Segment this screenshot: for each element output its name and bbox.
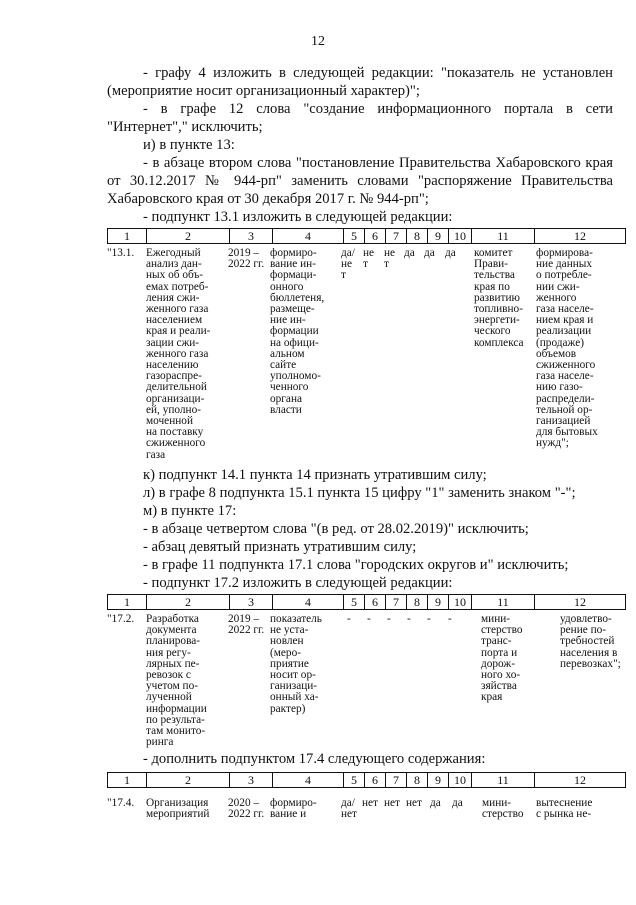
cell-result: удовлетво- рение по- требностей населения в перевозках"; (560, 613, 621, 670)
table-row (107, 613, 621, 754)
col-header: 12 (535, 773, 626, 788)
cell-col6: не т (363, 247, 375, 271)
col-header: 3 (230, 773, 273, 788)
paragraph: к) подпункт 14.1 пункта 14 признать утратившим силу; (143, 467, 487, 483)
col-header: 2 (147, 595, 230, 610)
cell-col10: да (452, 797, 463, 809)
table-row (107, 798, 613, 838)
cell-col6: нет (362, 797, 378, 809)
cell-col9: да (424, 247, 435, 259)
col-header: 8 (407, 229, 428, 244)
col-header: 10 (449, 229, 472, 244)
cell-col8: - (407, 613, 411, 625)
cell-period: 2019 – 2022 гг. (228, 613, 265, 637)
cell-col9: - (427, 613, 431, 625)
col-header: 5 (344, 229, 365, 244)
cell-number: "17.2. (107, 613, 135, 625)
cell-number: "13.1. (107, 247, 135, 259)
col-header: 11 (472, 229, 535, 244)
paragraph: л) в графе 8 подпункта 15.1 пункта 15 цифру "1" заменить знаком "-"; (143, 485, 576, 501)
paragraph: м) в пункте 17: (143, 503, 237, 519)
paragraph: - абзац девятый признать утратившим силу; (143, 539, 417, 555)
cell-col7: нет (384, 797, 400, 809)
cell-col5: да/ не т (341, 247, 355, 282)
cell-col8: нет (406, 797, 422, 809)
col-header: 11 (472, 773, 535, 788)
column-header-row (107, 228, 626, 244)
cell-name: Разработка документа планирова- ния регу- лярных пе- ревозок с учетом по- лученной информации по результа- там монито- ринга (146, 613, 207, 749)
col-header: 4 (273, 595, 344, 610)
col-header: 12 (535, 229, 626, 244)
col-header: 9 (428, 595, 449, 610)
cell-col10: - (448, 613, 452, 625)
cell-name: Организация мероприятий (146, 797, 210, 821)
col-header: 4 (273, 773, 344, 788)
paragraph: - в абзаце втором слова "постановление Правительства Хабаровского края от 30.12.2017 № 944-рп" заменить словами "распоряжение Правительства Хабаровского края от 30 декабря 2017 г. № 944-рп"; (107, 155, 613, 207)
column-header-row (107, 772, 626, 788)
cell-result: вытеснение с рынка не- (536, 797, 593, 821)
cell-col9: да (430, 797, 441, 809)
col-header: 9 (428, 773, 449, 788)
col-header: 2 (147, 773, 230, 788)
col-header: 1 (108, 773, 147, 788)
page-number: 12 (311, 34, 325, 49)
col-header: 7 (386, 595, 407, 610)
col-header: 6 (365, 595, 386, 610)
paragraph: - подпункт 17.2 изложить в следующей редакции: (143, 575, 453, 591)
cell-col6: - (367, 613, 371, 625)
cell-executor: комитет Прави- тельства края по развитию топливно- энергети- ческого комплекса (474, 247, 524, 349)
cell-indicator: формиро- вание ин- формаци- онного бюллетеня, размеще- ние ин- формации на офици- альном сайте уполномо- ченного органа власти (270, 247, 325, 416)
paragraph: - дополнить подпунктом 17.4 следующего содержания: (143, 751, 486, 767)
cell-executor: мини- стерство транс- порта и дорож- ного хо- зяйства края (481, 613, 523, 704)
cell-period: 2020 – 2022 гг. (228, 797, 265, 821)
cell-result: формирова- ние данных о потребле- нии сжи- женного газа населе- нием края и реализации (продаже) объемов сжиженного газа населе- нию газо- распредели- тельной ор- ганизацией для бытовых нужд"; (536, 247, 598, 450)
col-header: 10 (449, 773, 472, 788)
cell-col7: не т (384, 247, 396, 271)
cell-indicator: формиро- вание и (270, 797, 317, 821)
col-header: 6 (365, 773, 386, 788)
paragraph: - в абзаце четвертом слова "(в ред. от 28.02.2019)" исключить; (143, 521, 529, 537)
col-header: 1 (108, 595, 147, 610)
cell-col8: да (404, 247, 415, 259)
paragraph: - в графе 11 подпункта 17.1 слова "городских округов и" исключить; (143, 557, 569, 573)
col-header: 10 (449, 595, 472, 610)
col-header: 3 (230, 595, 273, 610)
col-header: 12 (535, 595, 626, 610)
cell-name: Ежегодный анализ дан- ных об объ- емах потреб- ления сжи- женного газа населением края и реали- зации сжи- женного газа населению газораспре- делительной организаци- ей, уполно- моченной на поставку сжиженного газа (146, 247, 211, 461)
cell-col7: - (387, 613, 391, 625)
col-header: 7 (386, 773, 407, 788)
col-header: 8 (407, 595, 428, 610)
column-header-row (107, 594, 626, 610)
col-header: 7 (386, 229, 407, 244)
col-header: 5 (344, 773, 365, 788)
paragraph: - в графе 12 слова "создание информационного портала в сети "Интернет"," исключить; (107, 101, 613, 135)
cell-col5: да/ нет (341, 797, 357, 821)
col-header: 1 (108, 229, 147, 244)
paragraph: и) в пункте 13: (143, 137, 235, 153)
col-header: 6 (365, 229, 386, 244)
col-header: 11 (472, 595, 535, 610)
col-header: 5 (344, 595, 365, 610)
col-header: 2 (147, 229, 230, 244)
col-header: 8 (407, 773, 428, 788)
cell-col10: да (445, 247, 456, 259)
col-header: 9 (428, 229, 449, 244)
cell-period: 2019 – 2022 гг. (228, 247, 265, 271)
paragraph: - графу 4 изложить в следующей редакции: "показатель не установлен (мероприятие носит организационный характер)"; (107, 65, 613, 99)
cell-executor: мини- стерство (482, 797, 524, 821)
cell-indicator: показатель не уста- новлен (меро- приятие носит ор- ганизаци- онный ха- рактер) (270, 613, 322, 715)
cell-number: "17.4. (107, 797, 135, 809)
col-header: 4 (273, 229, 344, 244)
col-header: 3 (230, 229, 273, 244)
paragraph: - подпункт 13.1 изложить в следующей редакции: (143, 209, 453, 225)
cell-col5: - (347, 613, 351, 625)
